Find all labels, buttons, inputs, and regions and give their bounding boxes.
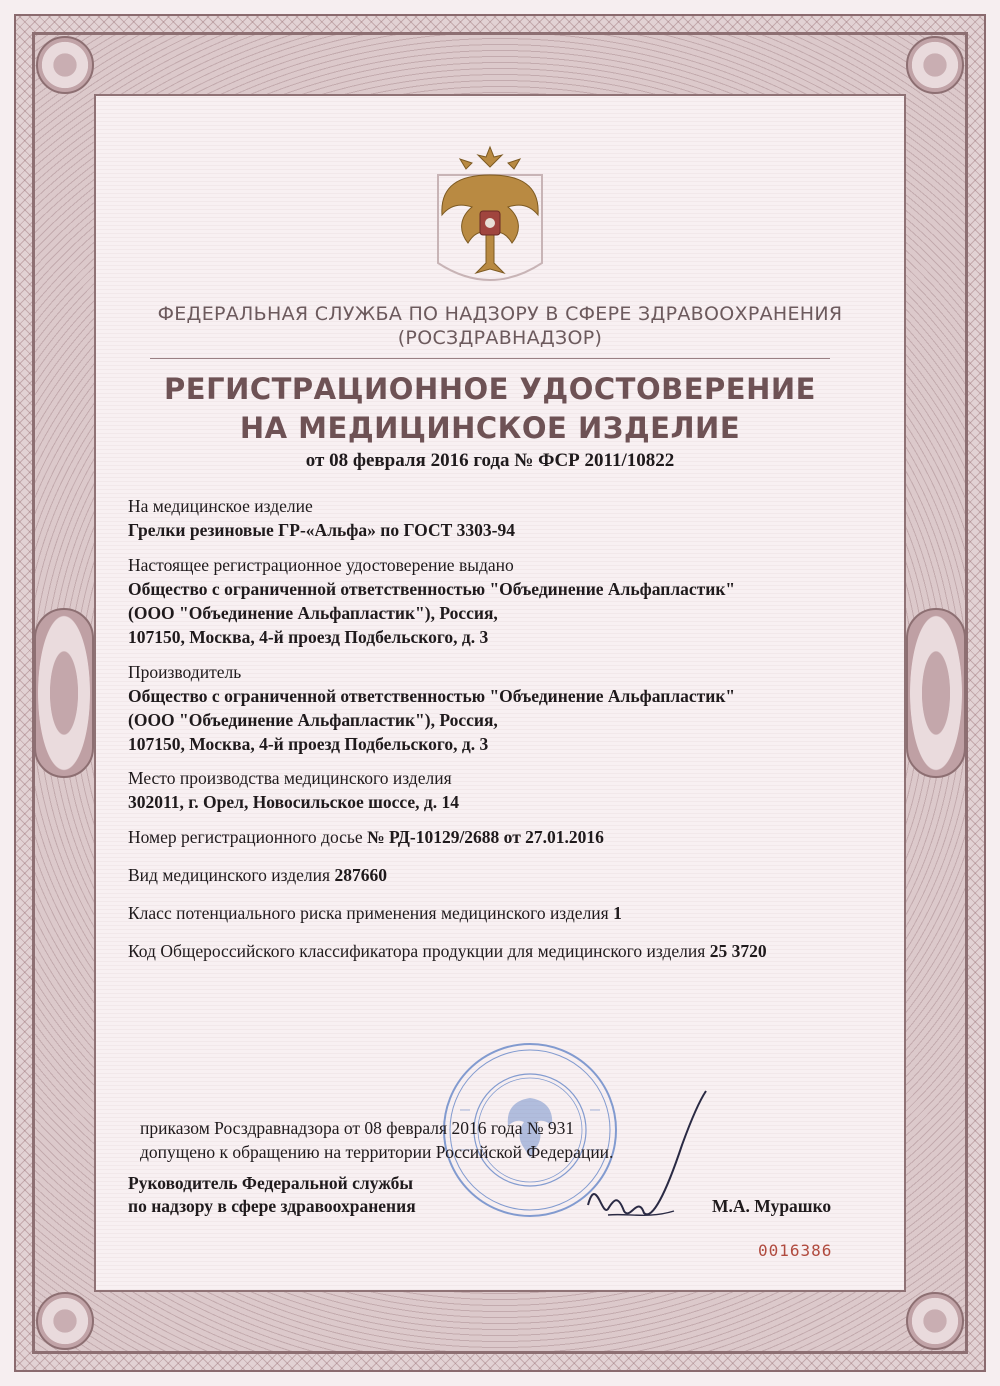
issued-to-line: (ООО "Объединение Альфапластик"), Россия, [128,603,498,623]
registration-prefix: от [305,450,325,471]
serial-number: 0016386 [758,1241,833,1260]
signatory-title: по надзору в сфере здравоохранения [128,1196,416,1216]
device-type-value: 287660 [334,865,387,885]
corner-ornament [36,36,94,94]
side-medallion-right [906,608,966,778]
document-title: РЕГИСТРАЦИОННОЕ УДОСТОВЕРЕНИЕ [164,372,816,406]
registration-number-sign: № [514,450,534,471]
signatory-name: М.А. Мурашко [712,1196,832,1216]
manufacturer-line: (ООО "Объединение Альфапластик"), Россия, [128,710,498,730]
okp-code-label: Код Общероссийского классификатора продукции для медицинского изделия [128,941,706,961]
production-site-address: 302011, г. Орел, Новосильское шоссе, д. 14 [128,792,460,812]
order-line: приказом Росздравнадзора от 08 февраля 2016 года № 931 [140,1118,575,1138]
okp-code-value: 25 3720 [709,941,767,961]
device-type-row [128,865,387,886]
handwritten-signature [578,1085,718,1235]
corner-ornament [36,1292,94,1350]
document-subtitle: НА МЕДИЦИНСКОЕ ИЗДЕЛИЕ [239,411,741,445]
manufacturer-label: Производитель [128,662,242,682]
order-line: допущено к обращению на территории Российской Федерации. [140,1142,614,1162]
device-type-label: Вид медицинского изделия [128,865,331,885]
registration-number: ФСР 2011/10822 [538,450,675,471]
product-name: Грелки резиновые ГР-«Альфа» по ГОСТ 3303-94 [128,520,515,540]
corner-ornament [906,1292,964,1350]
manufacturer-line: Общество с ограниченной ответственностью "Объединение Альфапластик" [128,686,736,706]
risk-class-label: Класс потенциального риска применения медицинского изделия [128,903,609,923]
risk-class-row [128,903,622,924]
dossier-label: Номер регистрационного досье [128,827,363,847]
production-site-label: Место производства медицинского изделия [128,768,452,788]
okp-code-row [128,941,767,962]
product-label: На медицинское изделие [128,496,313,516]
dossier-row [128,827,604,848]
coat-of-arms-icon [420,145,560,295]
registration-date: 08 февраля 2016 года [329,450,510,471]
issued-to-line: 107150, Москва, 4-й проезд Подбельского, д. 3 [128,627,489,647]
signatory-title: Руководитель Федеральной службы [128,1173,414,1193]
corner-ornament [906,36,964,94]
risk-class-value: 1 [613,903,622,923]
issued-to-line: Общество с ограниченной ответственностью "Объединение Альфапластик" [128,579,736,599]
registration-line [100,450,880,472]
agency-abbreviation: (РОСЗДРАВНАДЗОР) [397,327,603,349]
agency-name: ФЕДЕРАЛЬНАЯ СЛУЖБА ПО НАДЗОРУ В СФЕРЕ ЗДРАВООХРАНЕНИЯ [157,303,843,325]
divider [150,358,830,359]
dossier-value: № РД-10129/2688 от 27.01.2016 [367,827,604,847]
manufacturer-line: 107150, Москва, 4-й проезд Подбельского, д. 3 [128,734,489,754]
side-medallion-left [34,608,94,778]
issued-to-label: Настоящее регистрационное удостоверение выдано [128,555,514,575]
